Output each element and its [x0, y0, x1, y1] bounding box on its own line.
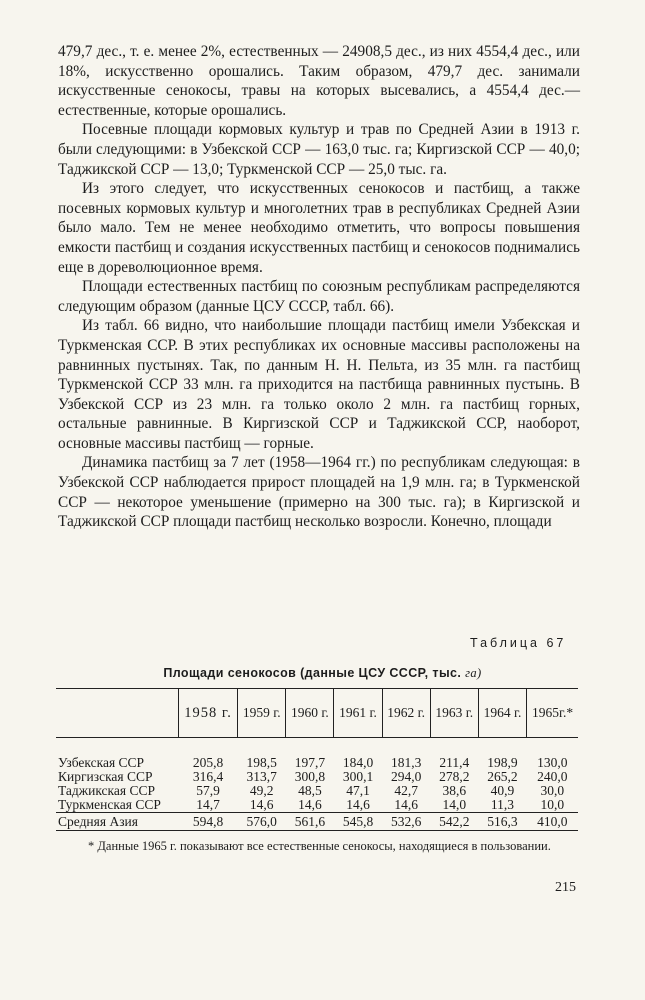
cell: 184,0: [342, 755, 374, 770]
row-name: Киргизская ССР: [58, 769, 153, 784]
cell: 316,4: [192, 769, 224, 784]
cell: 14,7: [196, 797, 220, 812]
row-name: Таджикская ССР: [58, 783, 155, 798]
header-year: 1963 г.: [430, 689, 478, 738]
table-footnote: * Данные 1965 г. показывают все естественные сенокосы, находящиеся в пользовании.: [88, 839, 551, 853]
cell: 300,8: [294, 769, 326, 784]
page-number: 215: [555, 880, 576, 895]
table-row: [56, 770, 578, 784]
cell: 49,2: [249, 783, 274, 798]
cell: 211,4: [439, 755, 470, 770]
table-spacer-row: [56, 738, 578, 757]
header-year: 1961 г.: [334, 689, 382, 738]
cell: 278,2: [439, 769, 470, 784]
paragraph: 479,7 дес., т. е. менее 2%, естественных — 24908,5 дес., из них 4554,4 дес., или 18%, искусственно орошались. Таким образом, 479,7 дес. занимали искусственные сенокосы, травы на которых высевались, а 4554,4 дес.— естественные, которые орошались.: [58, 43, 580, 119]
paragraph: Площади естественных пастбищ по союзным республикам распределяются следующим образом (данные ЦСУ СССР, табл. 66).: [58, 278, 580, 315]
paragraph: Посевные площади кормовых культур и трав по Средней Азии в 1913 г. были следующими: в Узбекской ССР — 163,0 тыс. га; Киргизской ССР — 40,0; Таджикской ССР — 13,0; Туркменской ССР — 25,0 тыс. га.: [58, 121, 580, 178]
cell: 197,7: [294, 755, 326, 770]
header-corner: [56, 689, 179, 738]
table-row: [56, 756, 578, 770]
table-title-unit: га): [465, 666, 482, 680]
row-name: Узбекская ССР: [58, 755, 145, 770]
cell: 561,6: [286, 813, 334, 831]
cell: 410,0: [527, 813, 578, 831]
cell: 181,3: [390, 755, 422, 770]
hayfield-area-table: [56, 688, 578, 831]
cell: 10,0: [540, 797, 565, 812]
header-year: 1959 г.: [238, 689, 286, 738]
header-year: 1958 г.: [179, 689, 238, 738]
paragraph: Из этого следует, что искусственных сенокосов и пастбищ, а также посевных кормовых культур и многолетних трав в республиках Средней Азии было мало. Тем не менее необходимо отметить, что вопросы повышения емкости пастбищ и создания искусственных пастбищ и сенокосов поднимались еще в дореволюционное время.: [58, 180, 580, 276]
cell: 11,3: [490, 797, 514, 812]
cell: 542,2: [430, 813, 478, 831]
cell: 205,8: [192, 755, 224, 770]
cell: 14,6: [249, 797, 274, 812]
cell: 40,9: [490, 783, 515, 798]
cell: 516,3: [478, 813, 526, 831]
paragraph: Из табл. 66 видно, что наибольшие площади пастбищ имели Узбекская и Туркменская ССР. В этих республиках их основные массивы расположены на равнинных пустынях. Так, по данным Н. Н. Пельта, из 35 млн. га пастбищ Туркменской ССР 33 млн. га приходится на пастбища равнинных пустынь. В Узбекской ССР из 23 млн. га только около 2 млн. га пастбищ горных, остальные равнинные. В Киргизской ССР и Таджикской ССР, наоборот, основные массивы пастбищ — горные.: [58, 317, 580, 452]
cell: 47,1: [346, 783, 370, 798]
header-year: 1962 г.: [382, 689, 430, 738]
cell: 14,6: [346, 797, 370, 812]
table-label: Таблица 67: [470, 636, 567, 650]
cell: 313,7: [246, 769, 277, 784]
cell: 198,5: [246, 755, 277, 770]
cell: 576,0: [238, 813, 286, 831]
row-name: Средняя Азия: [56, 813, 179, 831]
header-year: 1964 г.: [478, 689, 526, 738]
cell: 130,0: [537, 755, 568, 770]
cell: 300,1: [342, 769, 374, 784]
cell: 14,6: [298, 797, 322, 812]
cell: 594,8: [179, 813, 238, 831]
table-row: [56, 784, 578, 798]
cell: 240,0: [537, 769, 568, 784]
cell: 38,6: [442, 783, 467, 798]
table-row: [56, 798, 578, 813]
cell: 294,0: [390, 769, 422, 784]
cell: 30,0: [540, 783, 565, 798]
cell: 265,2: [487, 769, 518, 784]
table-title: [0, 666, 645, 681]
row-name: Туркменская ССР: [58, 797, 161, 812]
table-title-text: Площади сенокосов (данные ЦСУ СССР, тыс.: [163, 666, 462, 680]
header-year: 1965г.*: [527, 689, 578, 738]
cell: 48,5: [298, 783, 322, 798]
paragraph: Динамика пастбищ за 7 лет (1958—1964 гг.) по республикам следующая: в Узбекской ССР наблюдается прирост площадей на 1,9 млн. га; в Туркменской ССР — некоторое уменьшение (примерно на 300 тыс. га); в Киргизской и Таджикской ССР площади пастбищ несколько возросли. Конечно, площади: [58, 454, 580, 531]
cell: 14,6: [394, 797, 418, 812]
header-year: 1960 г.: [286, 689, 334, 738]
cell: 198,9: [487, 755, 518, 770]
table-total-row: [56, 813, 578, 831]
cell: 57,9: [196, 783, 220, 798]
cell: 532,6: [382, 813, 430, 831]
table-header-row: [56, 689, 578, 738]
cell: 545,8: [334, 813, 382, 831]
cell: 14,0: [442, 797, 467, 812]
cell: 42,7: [394, 783, 418, 798]
body-text: [58, 42, 580, 532]
